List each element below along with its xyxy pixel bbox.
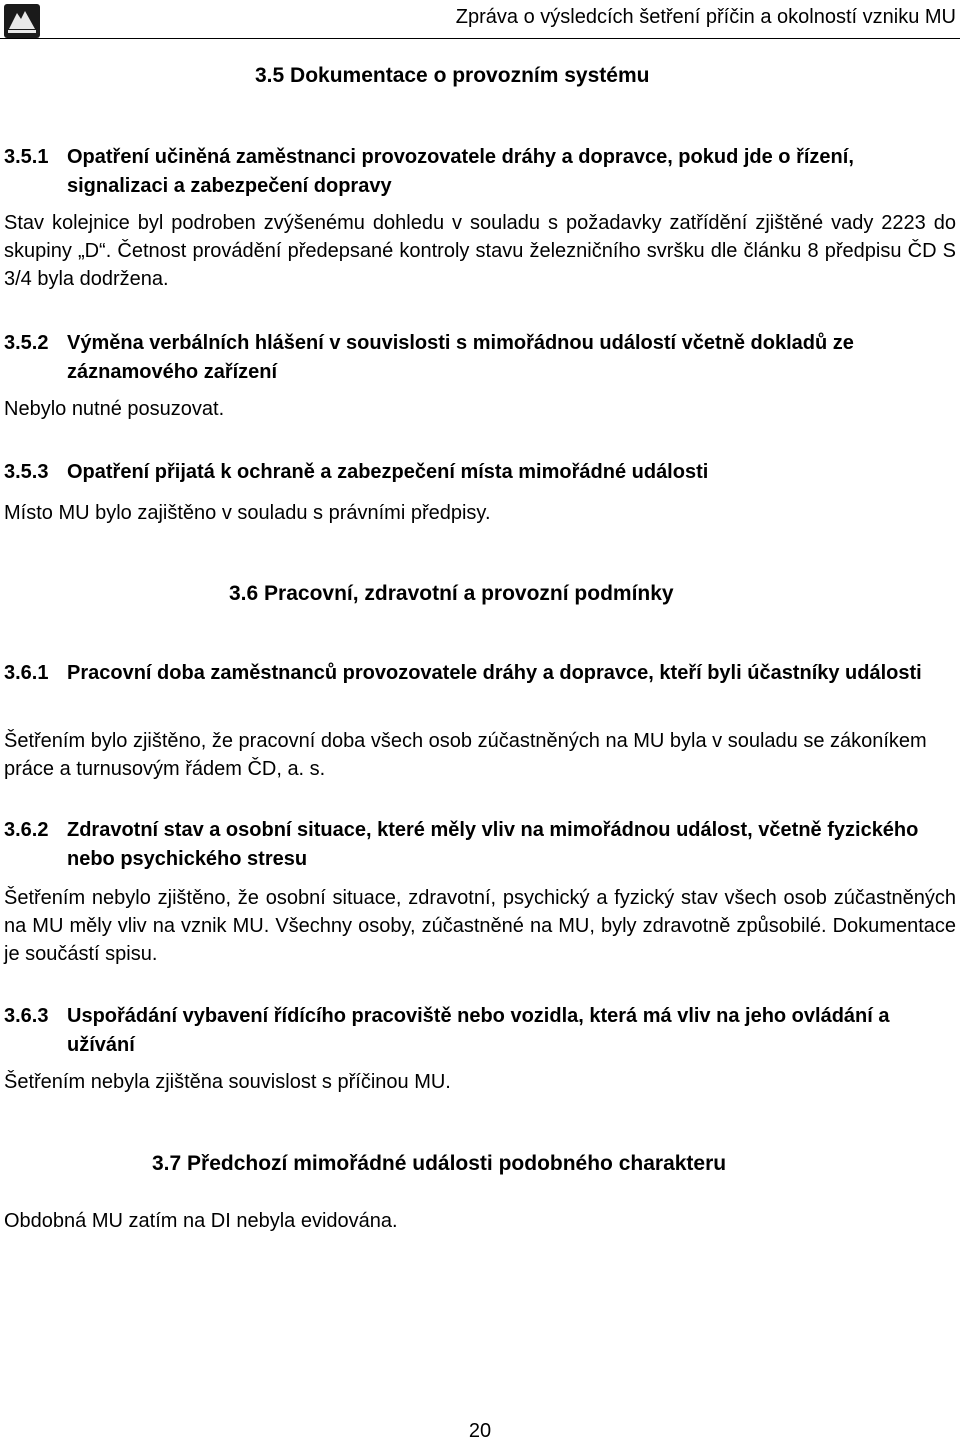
section-title-3-7: 3.7 Předchozí mimořádné události podobného charakteru xyxy=(152,1152,727,1175)
subsection-3-6-1-body: Šetřením bylo zjištěno, že pracovní doba všech osob zúčastněných na MU byla v souladu se zákoníkem práce a turnusovým řádem ČD, a. s. xyxy=(4,730,927,780)
section-title-3-5: 3.5 Dokumentace o provozním systému xyxy=(255,64,650,87)
page-number: 20 xyxy=(468,1420,492,1442)
subsection-3-6-1-heading xyxy=(4,659,954,688)
subsection-number: 3.6.2 xyxy=(4,819,49,841)
subsection-title: Uspořádání vybavení řídícího pracoviště nebo vozidla, která má vliv na jeho ovládání a užívání xyxy=(67,1005,890,1056)
organization-logo xyxy=(4,4,40,38)
header-divider xyxy=(0,38,960,39)
section-title-3-6: 3.6 Pracovní, zdravotní a provozní podmínky xyxy=(229,582,674,605)
subsection-3-6-2-heading xyxy=(4,816,954,874)
subsection-3-5-1-heading xyxy=(4,143,954,201)
subsection-3-6-2-body: Šetřením nebylo zjištěno, že osobní situace, zdravotní, psychický a fyzický stav všech osob zúčastněných na MU měly vliv na vznik MU. Všechny osoby, zúčastněné na MU, byly zdravotně způsobilé. Dokumentace je součástí spisu. xyxy=(4,887,956,965)
subsection-3-5-3-heading xyxy=(4,458,954,487)
subsection-3-6-3-body: Šetřením nebyla zjištěna souvislost s příčinou MU. xyxy=(4,1071,451,1093)
subsection-number: 3.5.2 xyxy=(4,332,49,354)
subsection-title: Opatření přijatá k ochraně a zabezpečení místa mimořádné události xyxy=(67,461,709,483)
subsection-number: 3.5.1 xyxy=(4,146,49,168)
subsection-3-5-1-body: Stav kolejnice byl podroben zvýšenému dohledu v souladu s požadavky zatřídění zjištěné vady 2223 do skupiny „D“. Četnost provádění předepsané kontroly stavu železničního svršku dle článku 8 předpisu ČD S 3/4 byla dodržena. xyxy=(4,212,956,290)
subsection-3-6-3-heading xyxy=(4,1002,954,1060)
subsection-number: 3.6.1 xyxy=(4,662,49,684)
subsection-3-5-2-body: Nebylo nutné posuzovat. xyxy=(4,398,225,420)
running-header: Zpráva o výsledcích šetření příčin a okolností vzniku MU xyxy=(455,6,956,28)
subsection-number: 3.5.3 xyxy=(4,461,49,483)
subsection-title: Pracovní doba zaměstnanců provozovatele dráhy a dopravce, kteří byli účastníky události xyxy=(67,662,922,684)
subsection-title: Opatření učiněná zaměstnanci provozovatele dráhy a dopravce, pokud jde o řízení, signalizaci a zabezpečení dopravy xyxy=(67,146,854,197)
section-3-7-body: Obdobná MU zatím na DI nebyla evidována. xyxy=(4,1210,398,1232)
subsection-title: Zdravotní stav a osobní situace, které měly vliv na mimořádnou událost, včetně fyzického nebo psychického stresu xyxy=(67,819,919,870)
subsection-number: 3.6.3 xyxy=(4,1005,49,1027)
subsection-3-5-3-body: Místo MU bylo zajištěno v souladu s právními předpisy. xyxy=(4,502,491,524)
subsection-3-5-2-heading xyxy=(4,329,954,387)
subsection-title: Výměna verbálních hlášení v souvislosti s mimořádnou událostí včetně dokladů ze záznamového zařízení xyxy=(67,332,854,383)
